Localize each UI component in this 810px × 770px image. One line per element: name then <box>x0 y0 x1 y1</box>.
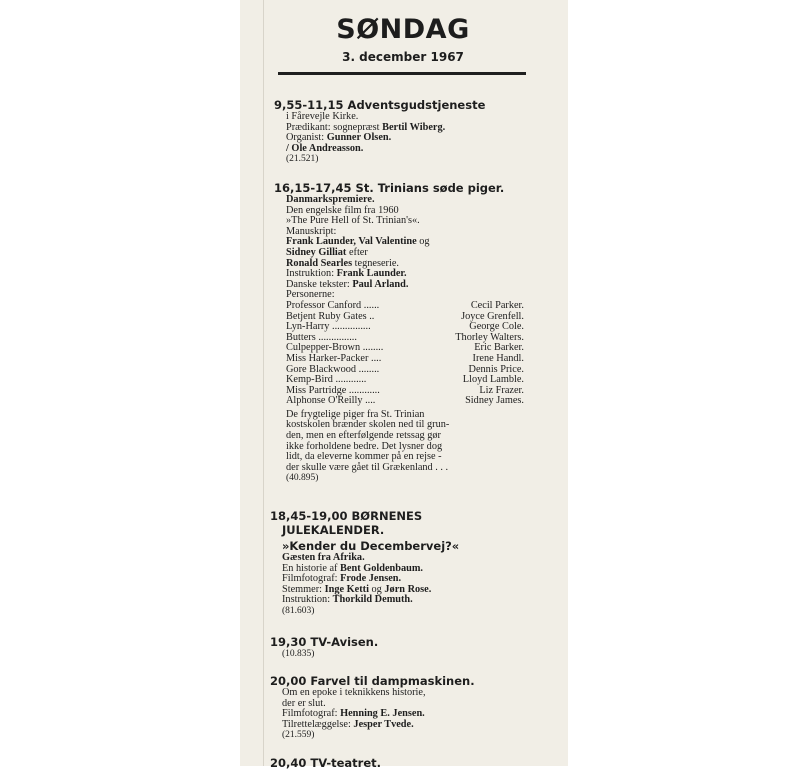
cast-actor: Irene Handl. <box>472 352 524 364</box>
cast-actor: Joyce Grenfell. <box>461 310 524 322</box>
detail-label: Prædikant: sognepræst <box>286 121 383 133</box>
cast-row <box>274 396 524 407</box>
program-time: 20,40 <box>270 756 307 770</box>
page-title: SØNDAG <box>336 14 470 45</box>
detail-name: Ronald Searles <box>286 257 353 269</box>
detail-line: Den engelske film fra 1960 <box>286 204 399 216</box>
detail-name: / Ole Andreasson. <box>286 142 364 154</box>
program-time: 20,00 <box>270 674 307 688</box>
detail-name: Bent Goldenbaum. <box>340 562 424 574</box>
detail-line <box>282 595 540 606</box>
cast-actor: Cecil Parker. <box>470 299 524 311</box>
program-time: 18,45-19,00 <box>270 509 348 523</box>
synopsis-line: kostskolen brænder skolen ned til grun- <box>286 419 450 431</box>
program-heading <box>270 635 540 649</box>
program-tv-teatret <box>270 756 540 770</box>
program-details <box>270 553 540 617</box>
detail-line: Manuskript: <box>286 225 337 237</box>
cast-role: Betjent Ruby Gates .. <box>286 310 375 322</box>
background-left <box>0 0 240 766</box>
detail-label: En historie af <box>282 562 341 574</box>
program-st-trinians <box>274 181 544 484</box>
program-tv-avisen <box>270 635 540 660</box>
detail-label: Tilrettelæggelse: <box>282 718 354 730</box>
program-details <box>274 112 544 165</box>
cast-role: Gore Blackwood ........ <box>286 363 380 375</box>
synopsis-line: De frygtelige piger fra St. Trinian <box>286 408 425 420</box>
cast-role: Lyn-Harry ............... <box>286 321 371 333</box>
program-title: St. Trinians søde piger. <box>355 181 505 195</box>
cast-actor: Dennis Price. <box>468 363 524 375</box>
cast-actor: George Cole. <box>469 321 524 333</box>
detail-label: Instruktion: <box>282 594 333 606</box>
detail-name: Sidney Gilliat <box>286 246 347 258</box>
program-code: (21.559) <box>282 730 315 741</box>
cast-actor: Thorley Walters. <box>455 331 524 343</box>
cast-role: Kemp-Bird ............ <box>286 374 367 386</box>
detail-label: Filmfotograf: <box>282 573 341 585</box>
program-code: (10.835) <box>282 649 315 659</box>
detail-name: Henning E. Jensen. <box>340 708 425 720</box>
detail-name: Thorkild Demuth. <box>332 594 413 606</box>
program-title: Farvel til dampmaskinen. <box>310 674 475 688</box>
program-adventsgudstjeneste <box>274 98 544 165</box>
program-time: 16,15-17,45 <box>274 181 352 195</box>
program-heading <box>270 674 540 688</box>
cast-role: Alphonse O'Reilly .... <box>286 395 376 407</box>
program-time: 9,55-11,15 <box>274 98 344 112</box>
cast-actor: Lloyd Lamble. <box>462 374 524 386</box>
detail-line <box>286 144 544 155</box>
detail-line: der er slut. <box>282 697 326 709</box>
synopsis-line: ikke forholdene bedre. Det lysner dog <box>286 440 443 452</box>
detail-name: Frode Jensen. <box>340 573 402 585</box>
program-heading <box>274 98 544 112</box>
program-title: TV-teatret. <box>310 756 381 770</box>
cast-row <box>274 301 524 312</box>
program-code: (81.603) <box>282 605 315 616</box>
detail-name: Jesper Tvede. <box>353 718 414 730</box>
detail-name: Gunner Olsen. <box>326 132 392 144</box>
detail-label: Organist: <box>286 132 327 144</box>
program-code: (21.521) <box>286 154 319 165</box>
premiere-label: Danmarkspremiere. <box>286 194 375 205</box>
detail-line: »The Pure Hell of St. Trinian's«. <box>286 215 420 227</box>
detail-text: efter <box>346 246 368 258</box>
header-divider <box>278 72 526 75</box>
cast-actor: Liz Frazer. <box>479 384 524 396</box>
detail-name: Bertil Wiberg. <box>382 121 446 133</box>
cast-actor: Sidney James. <box>465 395 524 407</box>
program-title: BØRNENES <box>351 509 423 523</box>
cast-actor: Eric Barker. <box>474 342 524 354</box>
program-julekalender <box>270 509 540 617</box>
program-title-continued: JULEKALENDER. <box>282 523 385 537</box>
detail-label: Instruktion: <box>286 268 337 280</box>
cast-role: Miss Harker-Packer .... <box>286 352 382 364</box>
program-heading <box>270 756 540 770</box>
program-details <box>274 195 544 301</box>
detail-name: Frank Launder. <box>336 268 407 280</box>
detail-name: Frank Launder, Val Valentine <box>286 236 417 248</box>
synopsis-line: lidt, da eleverne kommer på en rejse - <box>286 451 442 463</box>
detail-text: tegneserie. <box>352 257 399 269</box>
program-code: (40.895) <box>286 473 319 484</box>
program-heading <box>274 181 544 195</box>
detail-name: Paul Arland. <box>352 278 409 290</box>
detail-line: Personerne: <box>286 289 335 301</box>
cast-list <box>274 301 544 407</box>
detail-line: Om en epoke i teknikkens historie, <box>282 687 426 698</box>
detail-line <box>282 720 540 731</box>
page-date: 3. december 1967 <box>342 50 464 64</box>
synopsis-line: den, men en efterfølgende retssag gør <box>286 430 441 442</box>
synopsis-line: der skulle være gået til Grækenland . . . <box>286 461 449 473</box>
detail-label: Filmfotograf: <box>282 708 341 720</box>
program-title: TV-Avisen. <box>310 635 379 649</box>
cast-role: Professor Canford ...... <box>286 299 380 311</box>
program-synopsis <box>274 410 544 484</box>
program-title: Adventsgudstjeneste <box>347 98 486 112</box>
detail-text: og <box>416 236 430 248</box>
cast-role: Butters ............... <box>286 331 357 343</box>
detail-name: Jørn Rose. <box>384 583 432 595</box>
clipping-fold-line <box>263 0 264 766</box>
program-details <box>270 649 540 660</box>
cast-role: Culpepper-Brown ........ <box>286 342 384 354</box>
program-heading <box>270 509 540 523</box>
program-time: 19,30 <box>270 635 307 649</box>
detail-label: Stemmer: <box>282 583 325 595</box>
detail-line: i Fårevejle Kirke. <box>286 111 359 122</box>
background-right <box>568 0 810 766</box>
cast-role: Miss Partridge ............ <box>286 384 380 396</box>
detail-name: Inge Ketti <box>324 583 369 595</box>
detail-label: Danske tekster: <box>286 278 353 290</box>
program-subtitle: »Kender du Decembervej?« <box>282 539 460 553</box>
cast-row <box>274 354 524 365</box>
program-details <box>270 688 540 741</box>
detail-text: og <box>368 583 385 595</box>
episode-title: Gæsten fra Afrika. <box>282 552 365 563</box>
program-farvel-til-dampmaskinen <box>270 674 540 741</box>
